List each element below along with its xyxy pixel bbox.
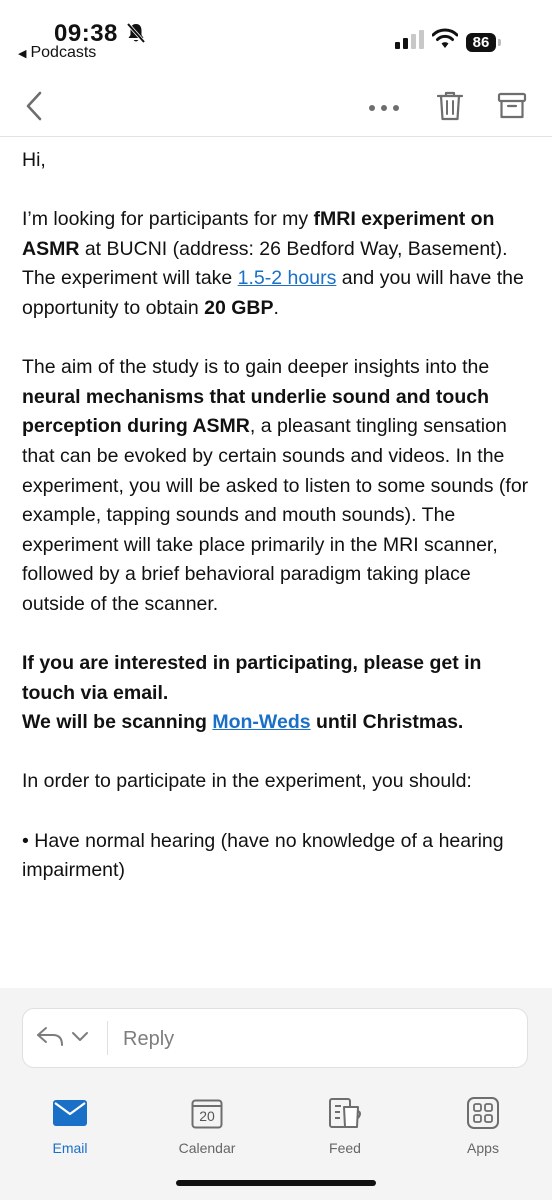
greeting: Hi, [22, 149, 46, 171]
back-triangle-icon: ◀ [18, 47, 27, 60]
tab-calendar[interactable] [157, 1094, 257, 1166]
reply-separator [107, 1021, 108, 1055]
apps-grid-icon [433, 1094, 533, 1132]
calendar-day-number: 20 [199, 1108, 215, 1124]
intro-bold-payment: 20 GBP [204, 296, 274, 319]
intro-text-1: I’m looking for participants for my [22, 208, 314, 231]
tab-feed[interactable] [295, 1094, 395, 1166]
chevron-down-icon [71, 1029, 89, 1047]
back-app-label: Podcasts [30, 44, 97, 61]
intro-bold-experiment: fMRI experiment on ASMR [22, 208, 495, 260]
chevron-left-icon [24, 91, 44, 126]
reply-options-button[interactable] [35, 1009, 105, 1067]
tab-calendar-label: Calendar [178, 1140, 236, 1156]
battery-tip [498, 39, 501, 46]
back-to-app-link[interactable] [18, 44, 96, 62]
contact-line-2 [22, 711, 463, 733]
paragraph-contact [22, 649, 534, 738]
requirement-bullet-1: • Have normal hearing (have no knowledge of a hearing impairment) [22, 829, 504, 882]
duration-link[interactable]: 1.5-2 hours [237, 267, 337, 290]
envelope-icon [20, 1094, 120, 1132]
tab-email[interactable] [20, 1094, 120, 1166]
archive-button[interactable] [492, 80, 532, 136]
trash-icon [436, 90, 464, 127]
mon-weds-link[interactable]: Mon-Weds [212, 711, 311, 734]
tab-email-label: Email [52, 1140, 88, 1156]
aim-bold-mechanisms: neural mechanisms that underlie sound and touch perception during ASMR [22, 385, 489, 438]
bell-muted-icon [126, 22, 146, 49]
message-toolbar [0, 80, 552, 136]
cellular-signal-icon [395, 30, 424, 49]
tab-apps-label: Apps [467, 1140, 499, 1156]
more-button[interactable] [362, 80, 406, 136]
toolbar-divider [0, 136, 552, 137]
paragraph-intro [22, 205, 534, 323]
paragraph-aim [22, 353, 534, 619]
home-indicator [176, 1180, 376, 1186]
reply-arrow-icon [35, 1025, 65, 1052]
wifi-icon [432, 27, 458, 54]
reply-area [0, 988, 552, 1084]
back-button[interactable] [16, 80, 52, 136]
aim-text-1: The aim of the study is to gain deeper insights into the [22, 356, 490, 379]
intro-text-2: at BUCNI (address: 26 Bedford Way, Basement). The experiment will take [22, 237, 508, 290]
more-horizontal-icon [368, 99, 400, 117]
reply-input[interactable] [121, 1021, 515, 1057]
calendar-icon [157, 1094, 257, 1132]
status-time: 09:38 [54, 20, 118, 47]
scanning-text-2: until Christmas. [310, 711, 464, 734]
contact-line-1: If you are interested in participating, please get in touch via email. [22, 652, 482, 704]
archive-icon [497, 92, 527, 125]
battery-indicator: 86 [466, 33, 496, 52]
intro-text-4: . [273, 296, 279, 319]
tab-feed-label: Feed [329, 1140, 361, 1156]
paragraph-requirements: In order to participate in the experiment, you should: [22, 770, 472, 793]
intro-text-3: and you will have the opportunity to obtain [22, 267, 524, 319]
status-bar [0, 0, 552, 70]
aim-text-2: , a pleasant tingling sensation that can be evoked by certain sounds and videos. In the experiment, you will be asked to listen to some sounds (for example, tapping sounds and mouth sounds). The experiment will take place primarily in the MRI scanner, followed by a brief behavioral paradigm taking place outside of the scanner. [22, 415, 529, 615]
reply-box [22, 1008, 528, 1068]
feed-icon [295, 1094, 395, 1132]
message-body [22, 146, 534, 988]
scanning-text-1: We will be scanning [22, 711, 213, 734]
tab-apps[interactable] [433, 1094, 533, 1166]
delete-button[interactable] [430, 80, 470, 136]
